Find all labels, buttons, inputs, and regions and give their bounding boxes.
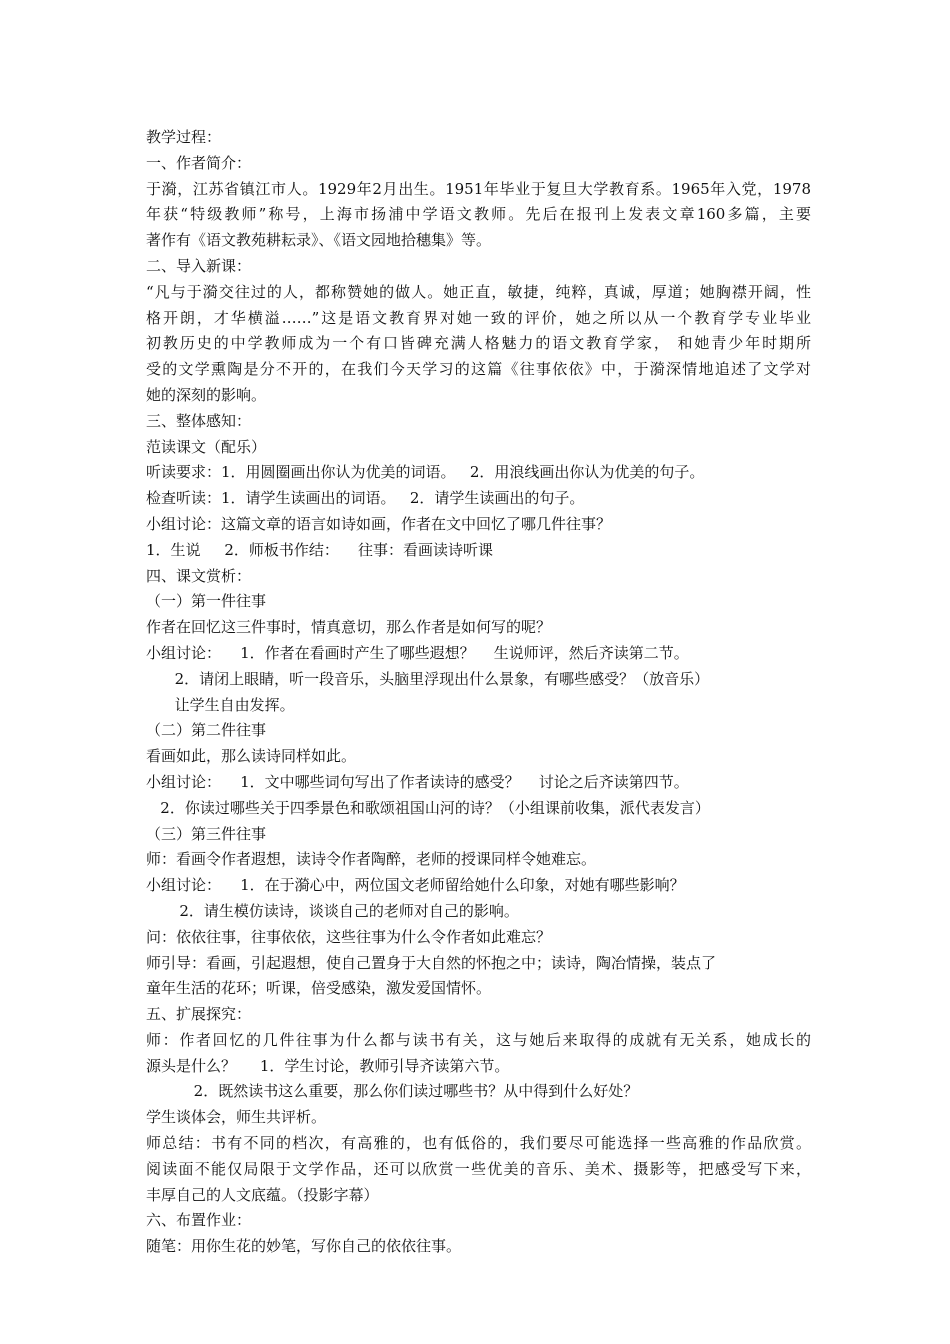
text-line: 作者在回忆这三件事时，情真意切，那么作者是如何写的呢？ <box>146 618 552 637</box>
text-line: 让学生自由发挥。 <box>146 695 295 714</box>
text-line: 四、课文赏析： <box>146 566 252 585</box>
lesson-plan-text <box>146 125 811 1260</box>
text-line: 丰厚自己的人文底蕴。（投影字幕） <box>146 1185 379 1204</box>
text-line: 她的深刻的影响。 <box>146 385 267 404</box>
text-line: 小组讨论： 1．文中哪些词句写出了作者读诗的感受？ 讨论之后齐读第四节。 <box>146 772 689 791</box>
text-line: 阅读面不能仅局限于文学作品，还可以欣赏一些优美的音乐、美术、摄影等，把感受写下来， <box>146 1159 811 1178</box>
text-line: 年获“特级教师”称号，上海市扬浦中学语文教师。先后在报刊上发表文章160多篇，主要 <box>146 205 811 224</box>
text-line: 一、作者简介： <box>146 153 252 172</box>
text-line: 六、布置作业： <box>146 1211 252 1230</box>
text-line: 1．生说 2．师板书作结： 往事：看画读诗听课 <box>146 540 494 559</box>
text-line: 范读课文（配乐） <box>146 437 267 456</box>
text-line: 2．既然读书这么重要，那么你们读过哪些书？从中得到什么好处？ <box>146 1082 639 1101</box>
text-line: 童年生活的花环；听课，倍受感染，激发爱国情怀。 <box>146 979 492 998</box>
text-line: 问：依依往事，往事依依，这些往事为什么令作者如此难忘？ <box>146 927 552 946</box>
text-line: 学生谈体会，师生共评析。 <box>146 1108 327 1127</box>
text-line: 二、导入新课： <box>146 256 252 275</box>
text-line: 三、整体感知： <box>146 411 252 430</box>
text-line: 师：作者回忆的几件往事为什么都与读书有关，这与她后来取得的成就有无关系，她成长的 <box>146 1030 811 1049</box>
text-line: 源头是什么？ 1．学生讨论，教师引导齐读第六节。 <box>146 1056 510 1075</box>
text-line: 五、扩展探究： <box>146 1005 252 1024</box>
text-line: 小组讨论： 1．作者在看画时产生了哪些遐想？ 生说师评，然后齐读第二节。 <box>146 643 689 662</box>
text-line: 受的文学熏陶是分不开的，在我们今天学习的这篇《往事依依》中，于漪深情地追述了文学对 <box>146 360 811 379</box>
text-line: 初教历史的中学教师成为一个有口皆碑充满人格魅力的语文教育学家， 和她青少年时期所 <box>146 334 811 353</box>
text-line: 听读要求：1．用圆圈画出你认为优美的词语。 2．用浪线画出你认为优美的句子。 <box>146 463 705 482</box>
text-line: 格开朗，才华横溢……”这是语文教育界对她一致的评价，她之所以从一个教育学专业毕业 <box>146 308 811 327</box>
text-line: 2．请闭上眼睛，听一段音乐，头脑里浮现出什么景象，有哪些感受？（放音乐） <box>146 669 710 688</box>
text-line: （二）第二件往事 <box>146 721 267 740</box>
text-line: 小组讨论：这篇文章的语言如诗如画，作者在文中回忆了哪几件往事？ <box>146 514 612 533</box>
text-line: （一）第一件往事 <box>146 592 267 611</box>
text-line: 检查听读：1．请学生读画出的词语。 2．请学生读画出的句子。 <box>146 489 585 508</box>
text-line: 师：看画令作者遐想，读诗令作者陶醉，老师的授课同样令她难忘。 <box>146 850 597 869</box>
text-line: 2．你读过哪些关于四季景色和歌颂祖国山河的诗？（小组课前收集，派代表发言） <box>146 798 710 817</box>
text-line: 于漪，江苏省镇江市人。1929年2月出生。1951年毕业于复旦大学教育系。1965年入党，1978 <box>146 179 811 198</box>
text-line: “凡与于漪交往过的人，都称赞她的做人。她正直，敏捷，纯粹，真诚，厚道；她胸襟开阔，性 <box>146 282 811 301</box>
text-line: 看画如此，那么读诗同样如此。 <box>146 747 357 766</box>
text-line: 教学过程： <box>146 128 222 146</box>
text-line: （三）第三件往事 <box>146 824 267 843</box>
text-line: 师引导：看画，引起遐想，使自己置身于大自然的怀抱之中；读诗，陶冶情操，装点了 <box>146 953 717 972</box>
text-line: 师总结：书有不同的档次，有高雅的，也有低俗的，我们要尽可能选择一些高雅的作品欣赏。 <box>146 1134 811 1153</box>
text-line: 2．请生模仿读诗，谈谈自己的老师对自己的影响。 <box>146 901 519 920</box>
text-line: 著作有《语文教苑耕耘录》、《语文园地拾穗集》等。 <box>146 231 492 250</box>
text-line: 随笔：用你生花的妙笔，写你自己的依依往事。 <box>146 1237 462 1256</box>
text-line: 小组讨论： 1．在于漪心中，两位国文老师留给她什么印象，对她有哪些影响？ <box>146 876 685 895</box>
